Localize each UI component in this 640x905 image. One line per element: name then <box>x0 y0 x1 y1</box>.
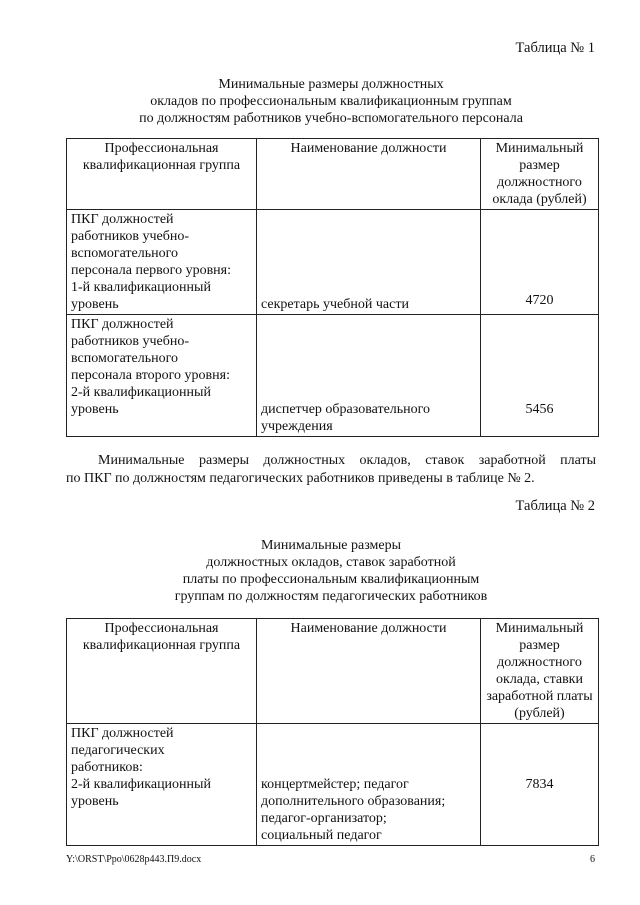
footer-file-path: Y:\ORST\Ppo\0628p443.П9.docx <box>66 854 202 865</box>
title-line: должностных окладов, ставок заработной <box>206 555 456 570</box>
header-salary: Минимальный размер должностного оклада, ставки заработной платы (рублей) <box>481 619 599 724</box>
title-line: платы по профессиональным квалификационным <box>182 572 480 587</box>
table2 <box>66 618 599 846</box>
table-header-row <box>67 139 599 210</box>
table2-label: Таблица № 2 <box>515 498 595 514</box>
title-line: Минимальные размеры <box>260 538 402 553</box>
table-row <box>67 210 599 315</box>
header-group: Профессиональная квалификационная группа <box>67 139 257 210</box>
cell-position: концертмейстер; педагог дополнительного образования; педагог-организатор; социальный педагог <box>257 724 481 846</box>
cell-group: ПКГ должностей педагогических работников: 2-й квалификационный уровень <box>67 724 257 846</box>
table-row <box>67 724 599 846</box>
header-group: Профессиональная квалификационная группа <box>67 619 257 724</box>
footer-page-number: 6 <box>590 854 595 865</box>
table-row <box>67 315 599 437</box>
title-line: группам по должностям педагогических работников <box>174 589 488 604</box>
title-line: Минимальные размеры должностных <box>218 77 444 92</box>
cell-salary: 4720 <box>481 210 599 315</box>
paragraph-line: Минимальные размеры должностных окладов, ставок заработной платы <box>98 453 596 468</box>
table-header-row <box>67 619 599 724</box>
table1-label: Таблица № 1 <box>515 40 595 56</box>
cell-salary: 5456 <box>481 315 599 437</box>
cell-group: ПКГ должностей работников учебно- вспомогательного персонала второго уровня: 2-й квалификационный уровень <box>67 315 257 437</box>
title-line: по должностям работников учебно-вспомогательного персонала <box>139 111 523 126</box>
table2-title <box>66 537 596 605</box>
body-paragraph <box>66 452 596 488</box>
paragraph-line: по ПКГ по должностям педагогических работников приведены в таблице № 2. <box>66 471 535 486</box>
title-line: окладов по профессиональным квалификационным группам <box>150 94 512 109</box>
header-salary: Минимальный размер должностного оклада (рублей) <box>481 139 599 210</box>
table1 <box>66 138 599 437</box>
cell-group: ПКГ должностей работников учебно- вспомогательного персонала первого уровня: 1-й квалификационный уровень <box>67 210 257 315</box>
cell-position: диспетчер образовательного учреждения <box>257 315 481 437</box>
header-position: Наименование должности <box>257 139 481 210</box>
cell-salary: 7834 <box>481 724 599 846</box>
header-position: Наименование должности <box>257 619 481 724</box>
table1-title <box>66 76 596 127</box>
cell-position: секретарь учебной части <box>257 210 481 315</box>
